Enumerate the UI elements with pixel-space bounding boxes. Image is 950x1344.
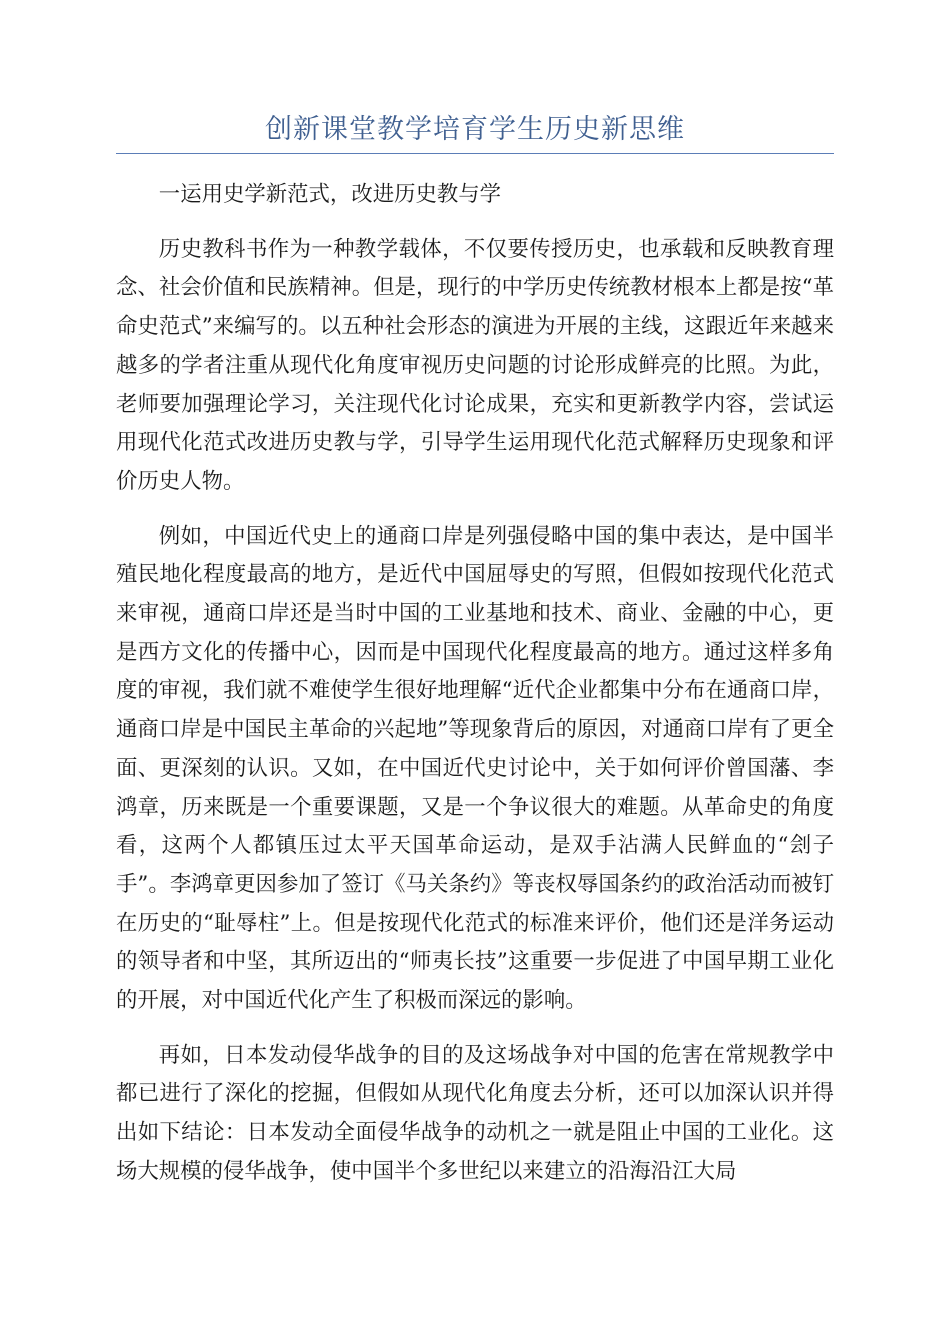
body-paragraph: 再如，日本发动侵华战争的目的及这场战争对中国的危害在常规教学中都已进行了深化的挖掘，但假如从现代化角度去分析，还可以加深认识并得出如下结论：日本发动全面侵华战争的动机之一就是阻止中国的工业化。这场大规模的侵华战争，使中国半个多世纪以来建立的沿海沿江大局 [116, 1042, 834, 1184]
document-body [116, 176, 834, 1208]
section-heading: 一运用史学新范式，改进历史教与学 [158, 182, 502, 207]
body-paragraph: 例如，中国近代史上的通商口岸是列强侵略中国的集中表达，是中国半殖民地化程度最高的地方，是近代中国屈辱史的写照，但假如按现代化范式来审视，通商口岸还是当时中国的工业基地和技术、商业、金融的中心，更是西方文化的传播中心，因而是中国现代化程度最高的地方。通过这样多角度的审视，我们就不难使学生很好地理解“近代企业都集中分布在通商口岸，通商口岸是中国民主革命的兴起地”等现象背后的原因，对通商口岸有了更全面、更深刻的认识。又如，在中国近代史讨论中，关于如何评价曾国藩、李鸿章，历来既是一个重要课题，又是一个争议很大的难题。从革命史的角度看，这两个人都镇压过太平天国革命运动，是双手沾满人民鲜血的“刽子手”。李鸿章更因参加了签订《马关条约》等丧权辱国条约的政治活动而被钉在历史的“耻辱柱”上。但是按现代化范式的标准来评价，他们还是洋务运动的领导者和中坚，其所迈出的“师夷长技”这重要一步促进了中国早期工业化的开展，对中国近代化产生了积极而深远的影响。 [116, 523, 834, 1014]
page-title: 创新课堂教学培育学生历史新思维 [265, 114, 685, 145]
title-underline [116, 153, 834, 154]
body-paragraph: 历史教科书作为一种教学载体，不仅要传授历史，也承载和反映教育理念、社会价值和民族精神。但是，现行的中学历史传统教材根本上都是按“革命史范式”来编写的。以五种社会形态的演进为开展的主线，这跟近年来越来越多的学者注重从现代化角度审视历史问题的讨论形成鲜亮的比照。为此，老师要加强理论学习，关注现代化讨论成果，充实和更新教学内容，尝试运用现代化范式改进历史教与学，引导学生运用现代化范式解释历史现象和评价历史人物。 [116, 236, 834, 494]
